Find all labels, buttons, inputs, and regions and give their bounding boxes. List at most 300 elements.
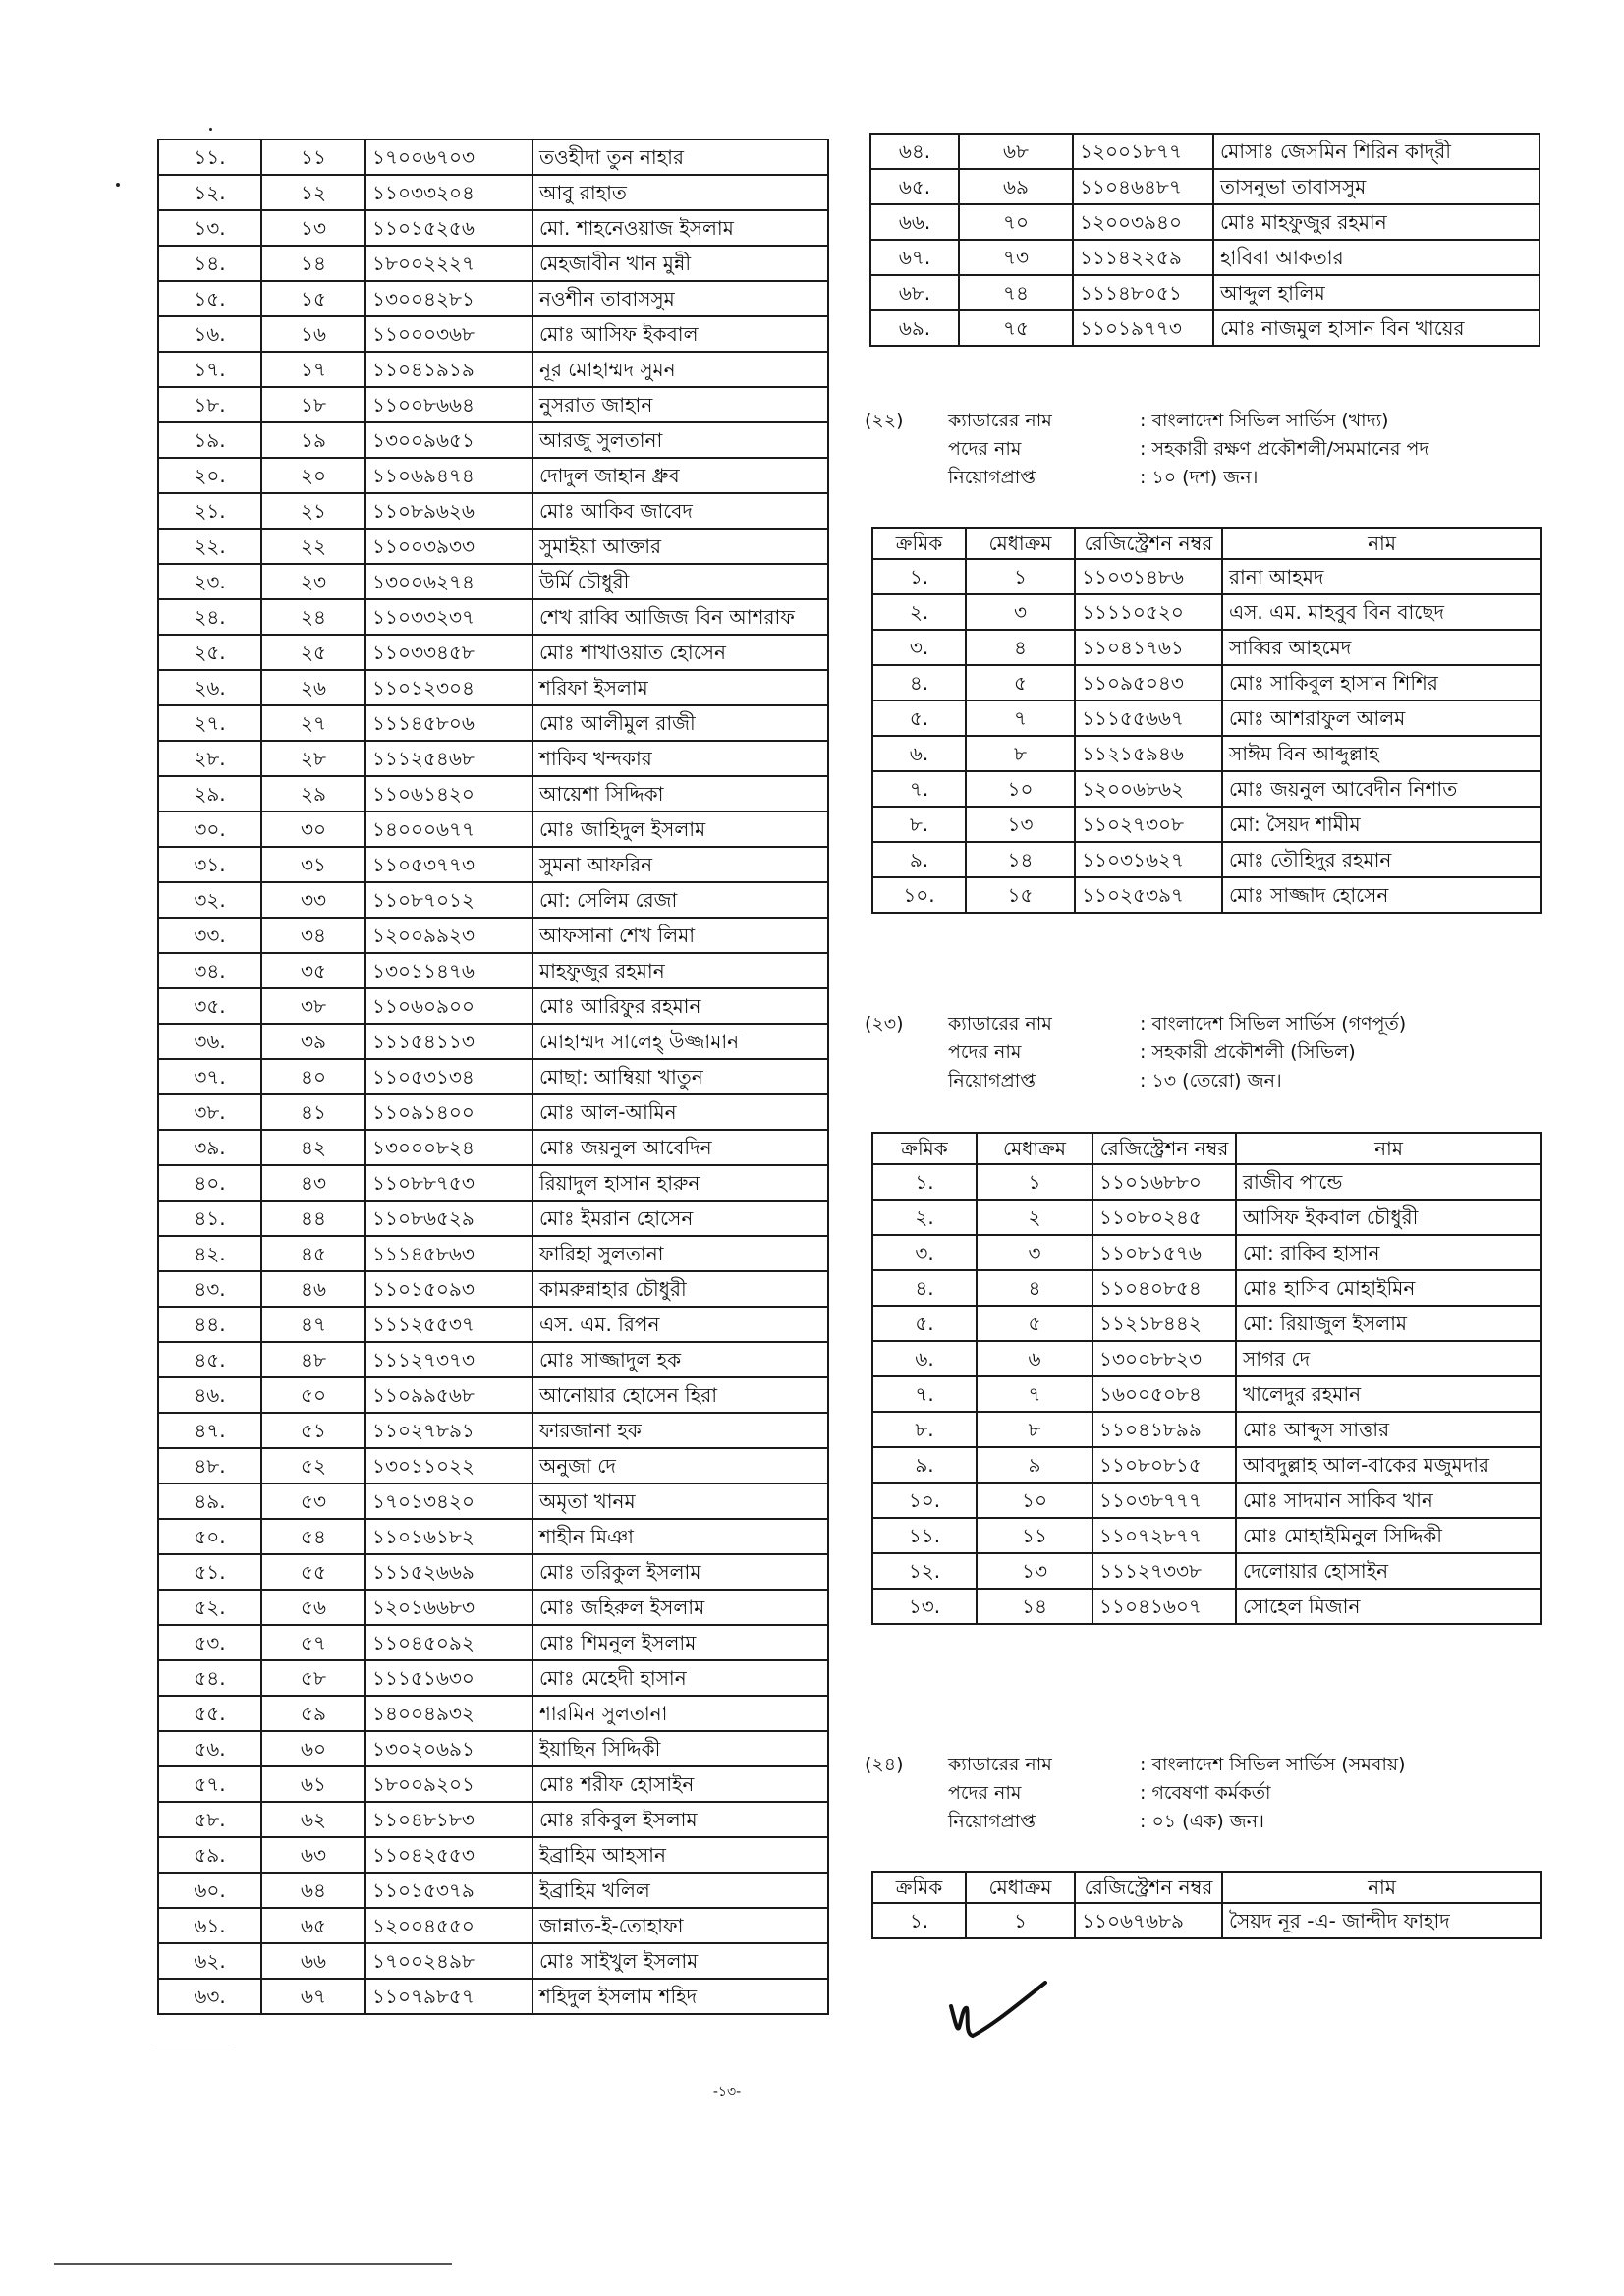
table-row — [158, 1377, 828, 1413]
merit-header: মেধাক্রম — [977, 1133, 1092, 1164]
table-row — [158, 387, 828, 422]
stray-dot — [116, 183, 120, 187]
name-cell: ইয়াছিন সিদ্দিকী — [532, 1731, 828, 1766]
merit-cell: ৫১ — [261, 1413, 365, 1448]
serial-cell: ৩৩. — [158, 918, 261, 953]
merit-cell: ২২ — [261, 529, 365, 564]
registration-cell: ১১০৮৭০১২ — [365, 882, 532, 918]
merit-cell: ৬৫ — [261, 1908, 365, 1943]
name-cell: মোঃ হাসিব মোহাইমিন — [1236, 1270, 1541, 1306]
name-header: নাম — [1236, 1133, 1541, 1164]
merit-cell: ৫৪ — [261, 1519, 365, 1554]
table-row — [158, 1130, 828, 1165]
merit-cell: ৩ — [977, 1235, 1092, 1270]
merit-cell: ২৮ — [261, 741, 365, 776]
serial-cell: ১৪. — [158, 246, 261, 281]
cadre-value: : বাংলাদেশ সিভিল সার্ভিস (খাদ্য) — [1140, 410, 1389, 431]
name-cell: মো. শাহনেওয়াজ ইসলাম — [532, 210, 828, 246]
table-row — [872, 736, 1541, 771]
serial-cell: ১০. — [872, 877, 966, 913]
name-cell: সাব্বির আহমেদ — [1222, 630, 1541, 665]
registration-cell: ১১০৬০৯০০ — [365, 988, 532, 1024]
post-label: পদের নাম — [948, 1041, 1022, 1063]
merit-cell: ৩ — [966, 594, 1075, 630]
serial-cell: ১২. — [872, 1553, 977, 1589]
merit-cell: ১৫ — [966, 877, 1075, 913]
section-22-number: (২২) — [865, 410, 904, 431]
registration-cell: ১১০৮৮৭৫৩ — [365, 1165, 532, 1201]
table-row — [870, 310, 1540, 346]
table-row — [872, 1376, 1541, 1412]
table-row — [158, 1837, 828, 1873]
serial-cell: ৪৭. — [158, 1413, 261, 1448]
registration-cell: ১৩০০৬২৭৪ — [365, 564, 532, 599]
name-cell: ফারিহা সুলতানা — [532, 1236, 828, 1271]
serial-cell: ৪১. — [158, 1201, 261, 1236]
table-row — [158, 1660, 828, 1696]
registration-cell: ১১০৫৩১৩৪ — [365, 1059, 532, 1094]
serial-cell: ১১. — [872, 1518, 977, 1553]
serial-cell: ৫. — [872, 1306, 977, 1341]
serial-cell: ৫৪. — [158, 1660, 261, 1696]
merit-cell: ৬০ — [261, 1731, 365, 1766]
serial-cell: ৪. — [872, 1270, 977, 1306]
serial-cell: ৪. — [872, 665, 966, 700]
table-row — [872, 842, 1541, 877]
registration-cell: ১১০৮৯৬২৬ — [365, 493, 532, 529]
merit-cell: ৩০ — [261, 812, 365, 847]
serial-cell: ৩৮. — [158, 1094, 261, 1130]
registration-cell: ১১০৪১৯১৯ — [365, 352, 532, 387]
post-label: পদের নাম — [948, 1782, 1022, 1804]
table-row — [158, 776, 828, 812]
name-cell: অমৃতা খানম — [532, 1484, 828, 1519]
name-cell: মোঃ আব্দুস সাত্তার — [1236, 1412, 1541, 1447]
table-row — [872, 1483, 1541, 1518]
table-row — [158, 918, 828, 953]
registration-cell: ১১০২৫৩৯৭ — [1075, 877, 1222, 913]
section-22-heading — [865, 407, 1552, 495]
table-row — [158, 1873, 828, 1908]
serial-cell: ৫১. — [158, 1554, 261, 1590]
name-cell: আবু রাহাত — [532, 175, 828, 210]
merit-cell: ১৪ — [966, 842, 1075, 877]
table-row — [158, 1484, 828, 1519]
table-row — [158, 1519, 828, 1554]
serial-cell: ৫৮. — [158, 1802, 261, 1837]
name-cell: মোঃ আলীমুল রাজী — [532, 705, 828, 741]
name-cell: রানা আহমদ — [1222, 559, 1541, 594]
merit-cell: ৬২ — [261, 1802, 365, 1837]
registration-cell: ১১১৫২৬৬৯ — [365, 1554, 532, 1590]
section-24-heading — [865, 1751, 1552, 1839]
name-header: নাম — [1222, 528, 1541, 559]
serial-cell: ৩. — [872, 1235, 977, 1270]
serial-cell: ৬৭. — [870, 240, 959, 275]
name-cell: রিয়াদুল হাসান হারুন — [532, 1165, 828, 1201]
table-row — [158, 882, 828, 918]
registration-cell: ১১০১৬৮৮০ — [1092, 1164, 1236, 1200]
serial-cell: ২৯. — [158, 776, 261, 812]
table-row — [158, 175, 828, 210]
registration-cell: ১১২১৫৯৪৬ — [1075, 736, 1222, 771]
merit-cell: ৬ — [977, 1341, 1092, 1376]
signature-icon — [943, 1977, 1051, 2045]
name-cell: সুমনা আফরিন — [532, 847, 828, 882]
merit-cell: ২৫ — [261, 635, 365, 670]
table-row — [872, 1412, 1541, 1447]
registration-cell: ১১০৪৫০৯২ — [365, 1625, 532, 1660]
post-label: পদের নাম — [948, 438, 1022, 460]
table-row — [158, 741, 828, 776]
registration-cell: ১২০০৪৫৫০ — [365, 1908, 532, 1943]
registration-cell: ১৬০০৫০৮৪ — [1092, 1376, 1236, 1412]
post-value: : গবেষণা কর্মকর্তা — [1140, 1782, 1271, 1804]
registration-cell: ১১১৪৫৮৬৩ — [365, 1236, 532, 1271]
name-cell: মোঃ শাখাওয়াত হোসেন — [532, 635, 828, 670]
table-row — [158, 1908, 828, 1943]
serial-cell: ৩৭. — [158, 1059, 261, 1094]
table-row — [158, 1979, 828, 2014]
registration-cell: ১১০৩৩২০৪ — [365, 175, 532, 210]
serial-cell: ২৪. — [158, 599, 261, 635]
post-value: : সহকারী রক্ষণ প্রকৌশলী/সমমানের পদ — [1140, 438, 1429, 460]
table-row — [158, 1413, 828, 1448]
serial-cell: ৫০. — [158, 1519, 261, 1554]
table-row — [158, 1625, 828, 1660]
name-cell: শারমিন সুলতানা — [532, 1696, 828, 1731]
table-row — [158, 1201, 828, 1236]
cadre-label: ক্যাডারের নাম — [948, 410, 1052, 431]
table-row — [872, 1553, 1541, 1589]
table-row — [872, 1447, 1541, 1483]
merit-cell: ১৫ — [261, 281, 365, 316]
serial-cell: ২৬. — [158, 670, 261, 705]
table-header-row — [872, 1872, 1541, 1903]
registration-cell: ১১১৪৮০৫১ — [1073, 275, 1213, 310]
table-row — [872, 630, 1541, 665]
name-cell: শাহীন মিঞা — [532, 1519, 828, 1554]
table-row — [872, 1270, 1541, 1306]
page-number: -১৩- — [712, 2084, 742, 2100]
name-cell: হাবিবা আকতার — [1213, 240, 1540, 275]
table-row — [158, 953, 828, 988]
merit-cell: ৫৮ — [261, 1660, 365, 1696]
serial-cell: ১৯. — [158, 422, 261, 458]
registration-cell: ১১০৪১৮৯৯ — [1092, 1412, 1236, 1447]
name-cell: আবদুল্লাহ আল-বাকের মজুমদার — [1236, 1447, 1541, 1483]
registration-cell: ১১০৩৮৭৭৭ — [1092, 1483, 1236, 1518]
table-row — [872, 1235, 1541, 1270]
table-row — [158, 670, 828, 705]
name-cell: মো: সৈয়দ শামীম — [1222, 807, 1541, 842]
serial-cell: ১৭. — [158, 352, 261, 387]
serial-cell: ৯. — [872, 1447, 977, 1483]
appointed-value: : ১০ (দশ) জন। — [1140, 467, 1259, 488]
registration-cell: ১২০০৯৯২৩ — [365, 918, 532, 953]
registration-cell: ১৪০০৪৯৩২ — [365, 1696, 532, 1731]
table-row — [870, 169, 1540, 204]
serial-cell: ৪৮. — [158, 1448, 261, 1484]
merit-cell: ৬৮ — [959, 134, 1073, 169]
registration-cell: ১৩০০৯৬৫১ — [365, 422, 532, 458]
table-row — [870, 134, 1540, 169]
registration-cell: ১১১৪২২৫৯ — [1073, 240, 1213, 275]
table-row — [158, 458, 828, 493]
serial-cell: ২. — [872, 594, 966, 630]
registration-cell: ১১০১৫৩৭৯ — [365, 1873, 532, 1908]
name-cell: মোঃ তরিকুল ইসলাম — [532, 1554, 828, 1590]
serial-cell: ২. — [872, 1200, 977, 1235]
registration-header: রেজিস্ট্রেশন নম্বর — [1092, 1133, 1236, 1164]
merit-cell: ৬৩ — [261, 1837, 365, 1873]
name-cell: মোঃ আল-আমিন — [532, 1094, 828, 1130]
name-cell: শরিফা ইসলাম — [532, 670, 828, 705]
merit-cell: ১৪ — [977, 1589, 1092, 1624]
merit-cell: ৫ — [966, 665, 1075, 700]
name-cell: এস. এম. রিপন — [532, 1307, 828, 1342]
table-row — [158, 1590, 828, 1625]
registration-cell: ১১০০৩৯৩৩ — [365, 529, 532, 564]
serial-cell: ১৩. — [872, 1589, 977, 1624]
serial-cell: ৬৬. — [870, 204, 959, 240]
section-24-number: (২৪) — [865, 1754, 904, 1775]
name-cell: আসিফ ইকবাল চৌধুরী — [1236, 1200, 1541, 1235]
merit-cell: ৫৩ — [261, 1484, 365, 1519]
merit-cell: ৪৬ — [261, 1271, 365, 1307]
registration-header: রেজিস্ট্রেশন নম্বর — [1075, 1872, 1222, 1903]
name-cell: দেলোয়ার হোসাইন — [1236, 1553, 1541, 1589]
registration-cell: ১১০৪৬৪৮৭ — [1073, 169, 1213, 204]
merit-cell: ৪৩ — [261, 1165, 365, 1201]
registration-cell: ১১০৩৩৪৫৮ — [365, 635, 532, 670]
serial-cell: ১৫. — [158, 281, 261, 316]
registration-cell: ১৩০০০৮২৪ — [365, 1130, 532, 1165]
serial-cell: ৬৫. — [870, 169, 959, 204]
name-cell: সোহেল মিজান — [1236, 1589, 1541, 1624]
table-row — [158, 246, 828, 281]
appointed-label: নিয়োগপ্রাপ্ত — [948, 467, 1036, 488]
serial-cell: ৪৩. — [158, 1271, 261, 1307]
serial-cell: ৫. — [872, 700, 966, 736]
merit-cell: ১৭ — [261, 352, 365, 387]
registration-cell: ১১০৯১৪০০ — [365, 1094, 532, 1130]
cadre-value: : বাংলাদেশ সিভিল সার্ভিস (গণপূর্ত) — [1140, 1013, 1407, 1035]
merit-cell: ১ — [977, 1164, 1092, 1200]
table-row — [158, 1059, 828, 1094]
name-cell: রাজীব পান্ডে — [1236, 1164, 1541, 1200]
merit-cell: ১৯ — [261, 422, 365, 458]
merit-cell: ১০ — [977, 1483, 1092, 1518]
serial-cell: ২৮. — [158, 741, 261, 776]
serial-cell: ৭. — [872, 1376, 977, 1412]
name-cell: দোদুল জাহান ধ্রুব — [532, 458, 828, 493]
table-row — [872, 1200, 1541, 1235]
serial-cell: ৪৬. — [158, 1377, 261, 1413]
table-row — [158, 1024, 828, 1059]
registration-cell: ১১০৮১৫৭৬ — [1092, 1235, 1236, 1270]
serial-cell: ১. — [872, 559, 966, 594]
serial-cell: ৫৭. — [158, 1766, 261, 1802]
serial-cell: ৪৪. — [158, 1307, 261, 1342]
merit-cell: ৫৫ — [261, 1554, 365, 1590]
merit-cell: ৩৩ — [261, 882, 365, 918]
name-cell: মোঃ মেহেদী হাসান — [532, 1660, 828, 1696]
merit-cell: ১১ — [977, 1518, 1092, 1553]
name-cell: কামরুন্নাহার চৌধুরী — [532, 1271, 828, 1307]
merit-cell: ২৬ — [261, 670, 365, 705]
table-row — [158, 352, 828, 387]
table-row — [158, 1165, 828, 1201]
registration-cell: ১২০০৩৯৪০ — [1073, 204, 1213, 240]
name-cell: নুসরাত জাহান — [532, 387, 828, 422]
registration-cell: ১১১১০৫২০ — [1075, 594, 1222, 630]
name-cell: ফারজানা হক — [532, 1413, 828, 1448]
merit-cell: ৪২ — [261, 1130, 365, 1165]
table-row — [872, 594, 1541, 630]
appointed-value: : ১৩ (তেরো) জন। — [1140, 1070, 1282, 1092]
merit-cell: ৭৪ — [959, 275, 1073, 310]
serial-cell: ২৫. — [158, 635, 261, 670]
registration-cell: ১১১২৫৪৬৮ — [365, 741, 532, 776]
merit-cell: ৪০ — [261, 1059, 365, 1094]
name-cell: মোঃ নাজমুল হাসান বিন খায়ের — [1213, 310, 1540, 346]
name-cell: সৈয়দ নূর -এ- জান্দীদ ফাহাদ — [1222, 1903, 1541, 1938]
registration-cell: ১১১৫৪১১৩ — [365, 1024, 532, 1059]
registration-header: রেজিস্ট্রেশন নম্বর — [1075, 528, 1222, 559]
name-cell: এস. এম. মাহবুব বিন বাছেদ — [1222, 594, 1541, 630]
registration-cell: ১১০৬৭৬৮৯ — [1075, 1903, 1222, 1938]
serial-cell: ১১. — [158, 140, 261, 175]
registration-cell: ১৩০০৪২৮১ — [365, 281, 532, 316]
serial-cell: ৪৫. — [158, 1342, 261, 1377]
registration-cell: ১১০৬৯৪৭৪ — [365, 458, 532, 493]
section-23-heading — [865, 1010, 1552, 1098]
registration-cell: ১১০৪০৮৫৪ — [1092, 1270, 1236, 1306]
table-row — [158, 847, 828, 882]
merit-cell: ৭৩ — [959, 240, 1073, 275]
name-cell: মোঃ আকিব জাবেদ — [532, 493, 828, 529]
table-row — [872, 1306, 1541, 1341]
name-cell: আব্দুল হালিম — [1213, 275, 1540, 310]
registration-cell: ১১০১৫০৯৩ — [365, 1271, 532, 1307]
serial-cell: ১. — [872, 1164, 977, 1200]
name-cell: মোঃ আশরাফুল আলম — [1222, 700, 1541, 736]
serial-cell: ২০. — [158, 458, 261, 493]
table-row — [158, 316, 828, 352]
name-cell: শাকিব খন্দকার — [532, 741, 828, 776]
serial-cell: ৬১. — [158, 1908, 261, 1943]
serial-cell: ৩১. — [158, 847, 261, 882]
registration-cell: ১১০১৫২৫৬ — [365, 210, 532, 246]
name-cell: মোঃ আরিফুর রহমান — [532, 988, 828, 1024]
merit-cell: ২১ — [261, 493, 365, 529]
table-row — [158, 988, 828, 1024]
merit-cell: ৮ — [966, 736, 1075, 771]
merit-cell: ৬৯ — [959, 169, 1073, 204]
merit-cell: ৮ — [977, 1412, 1092, 1447]
name-cell: মোঃ সাজ্জাদুল হক — [532, 1342, 828, 1377]
registration-cell: ১১০১৬১৮২ — [365, 1519, 532, 1554]
serial-cell: ২২. — [158, 529, 261, 564]
section-23-table — [871, 1132, 1542, 1625]
serial-cell: ৬০. — [158, 1873, 261, 1908]
name-cell: মোসাঃ জেসমিন শিরিন কাদ্‌রী — [1213, 134, 1540, 169]
registration-cell: ১১১৫৫৬৬৭ — [1075, 700, 1222, 736]
registration-cell: ১১০৩১৪৮৬ — [1075, 559, 1222, 594]
merit-cell: ৪১ — [261, 1094, 365, 1130]
merit-cell: ১ — [966, 559, 1075, 594]
table-row — [158, 422, 828, 458]
registration-cell: ১১২১৮৪৪২ — [1092, 1306, 1236, 1341]
table-row — [158, 1696, 828, 1731]
serial-cell: ৭. — [872, 771, 966, 807]
table-row — [870, 275, 1540, 310]
table-row — [872, 559, 1541, 594]
name-cell: জান্নাত-ই-তোহাফা — [532, 1908, 828, 1943]
serial-cell: ৬৮. — [870, 275, 959, 310]
registration-cell: ১১০০৮৬৬৪ — [365, 387, 532, 422]
table-row — [158, 210, 828, 246]
table-row — [872, 877, 1541, 913]
table-row — [158, 1554, 828, 1590]
registration-cell: ১১০৮০৮১৫ — [1092, 1447, 1236, 1483]
name-cell: উর্মি চৌধুরী — [532, 564, 828, 599]
registration-cell: ১৩০১১৪৭৬ — [365, 953, 532, 988]
table-row — [870, 204, 1540, 240]
name-cell: মেহজাবীন খান মুন্নী — [532, 246, 828, 281]
name-cell: শেখ রাব্বি আজিজ বিন আশরাফ — [532, 599, 828, 635]
serial-cell: ৪২. — [158, 1236, 261, 1271]
registration-cell: ১৪০০০৬৭৭ — [365, 812, 532, 847]
merit-cell: ৪৮ — [261, 1342, 365, 1377]
appointed-label: নিয়োগপ্রাপ্ত — [948, 1811, 1036, 1832]
merit-cell: ৩৫ — [261, 953, 365, 988]
serial-cell: ৩৬. — [158, 1024, 261, 1059]
name-cell: মোঃ সাজ্জাদ হোসেন — [1222, 877, 1541, 913]
registration-cell: ১৭০০৬৭০৩ — [365, 140, 532, 175]
serial-cell: ৩২. — [158, 882, 261, 918]
table-row — [158, 599, 828, 635]
table-row — [158, 705, 828, 741]
table-row — [158, 1342, 828, 1377]
stray-dot — [209, 128, 212, 131]
table-row — [872, 771, 1541, 807]
merit-cell: ২০ — [261, 458, 365, 493]
table-row — [872, 1341, 1541, 1376]
merit-cell: ১১ — [261, 140, 365, 175]
serial-cell: ৬. — [872, 736, 966, 771]
section-22-table — [871, 527, 1542, 914]
serial-header: ক্রমিক — [872, 1872, 966, 1903]
registration-cell: ১১০৮০২৪৫ — [1092, 1200, 1236, 1235]
table-row — [158, 493, 828, 529]
merit-cell: ১৪ — [261, 246, 365, 281]
merit-cell: ১৮ — [261, 387, 365, 422]
registration-cell: ১১০২৭৩০৮ — [1075, 807, 1222, 842]
registration-cell: ১১১২৫৫৩৭ — [365, 1307, 532, 1342]
serial-cell: ৫৫. — [158, 1696, 261, 1731]
merit-cell: ৫৭ — [261, 1625, 365, 1660]
registration-cell: ১১০৫৩৭৭৩ — [365, 847, 532, 882]
name-cell: মোঃ জহিরুল ইসলাম — [532, 1590, 828, 1625]
serial-cell: ৮. — [872, 807, 966, 842]
serial-cell: ৬৯. — [870, 310, 959, 346]
name-cell: অনুজা দে — [532, 1448, 828, 1484]
name-cell: নূর মোহাম্মদ সুমন — [532, 352, 828, 387]
registration-cell: ১১০৪১৭৬১ — [1075, 630, 1222, 665]
merit-cell: ৪৪ — [261, 1201, 365, 1236]
